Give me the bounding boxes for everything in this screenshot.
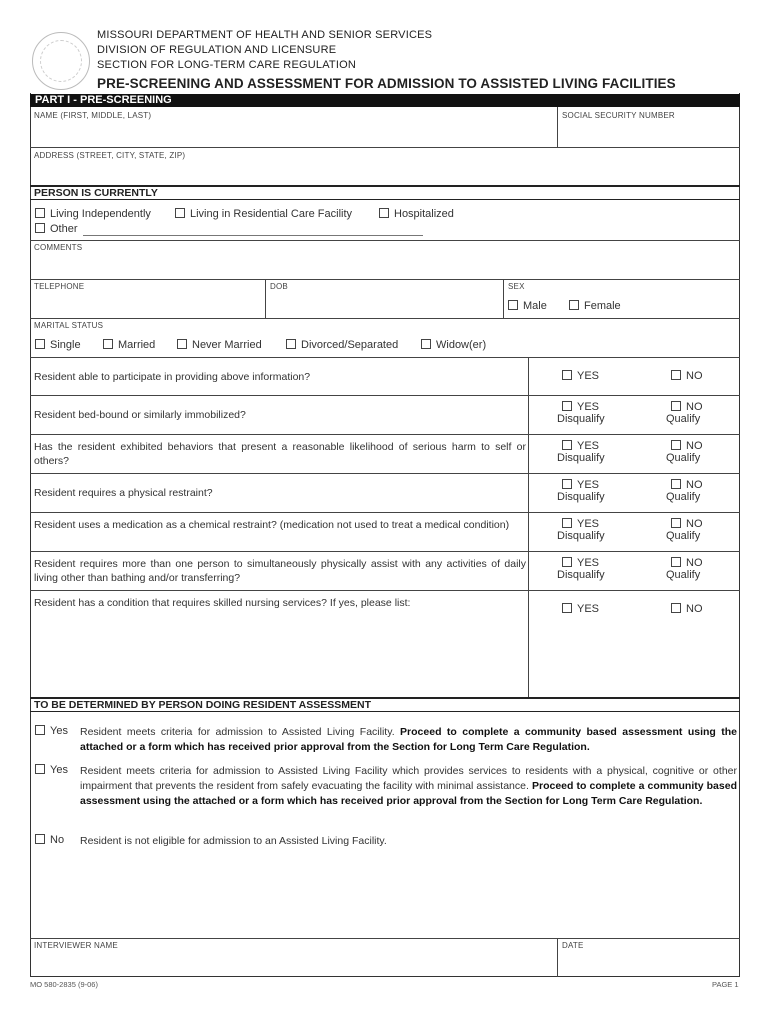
address-field[interactable] [34,160,734,184]
checkbox[interactable] [103,339,113,349]
checkbox[interactable] [35,834,45,844]
checkbox[interactable] [286,339,296,349]
agency-line-1: MISSOURI DEPARTMENT OF HEALTH AND SENIOR SERVICES [97,29,433,41]
determination-no[interactable]: No [35,834,64,846]
checkbox[interactable] [562,603,572,613]
q6-yes[interactable]: YES Disqualify [557,557,605,581]
marital-widow[interactable]: Widow(er) [421,339,486,351]
name-label: NAME (FIRST, MIDDLE, LAST) [34,111,152,120]
comments-field[interactable] [34,252,734,278]
part1-heading: PART I - PRE-SCREENING [30,94,740,107]
date-field[interactable] [560,952,736,974]
q1-no[interactable]: NO [671,370,703,382]
telephone-label: TELEPHONE [34,282,85,291]
agency-line-3: SECTION FOR LONG-TERM CARE REGULATION [97,59,356,71]
ssn-field[interactable] [560,120,736,145]
form-title: PRE-SCREENING AND ASSESSMENT FOR ADMISSION TO ASSISTED LIVING FACILITIES [97,76,676,91]
form-number: MO 580-2835 (9-06) [30,980,98,989]
option-residential-care[interactable]: Living in Residential Care Facility [175,208,352,220]
checkbox[interactable] [671,479,681,489]
marital-never-married[interactable]: Never Married [177,339,262,351]
checkbox[interactable] [177,339,187,349]
ssn-label: SOCIAL SECURITY NUMBER [562,111,675,120]
sex-label: SEX [508,282,525,291]
q3-no[interactable]: NO Qualify [666,440,703,464]
interviewer-label: INTERVIEWER NAME [34,941,118,950]
person-heading: PERSON IS CURRENTLY [30,185,740,200]
option-hospitalized[interactable]: Hospitalized [379,208,454,220]
sex-female[interactable]: Female [569,300,621,312]
determination-heading: TO BE DETERMINED BY PERSON DOING RESIDENT ASSESSMENT [30,697,740,712]
checkbox[interactable] [35,339,45,349]
question-5: Resident uses a medication as a chemical restraint? (medication not used to treat a medical condition) [34,519,510,531]
option-living-independently[interactable]: Living Independently [35,208,151,220]
marital-divorced[interactable]: Divorced/Separated [286,339,398,351]
checkbox[interactable] [562,557,572,567]
question-1: Resident able to participate in providing above information? [34,371,311,383]
q5-no[interactable]: NO Qualify [666,518,703,542]
checkbox[interactable] [175,208,185,218]
marital-label: MARITAL STATUS [34,321,104,330]
q3-yes[interactable]: YES Disqualify [557,440,605,464]
q7-no[interactable]: NO [671,603,703,615]
checkbox[interactable] [671,557,681,567]
question-4: Resident requires a physical restraint? [34,487,213,499]
state-seal-inner [40,40,82,82]
q1-yes[interactable]: YES [562,370,599,382]
q5-yes[interactable]: YES Disqualify [557,518,605,542]
q4-no[interactable]: NO Qualify [666,479,703,503]
checkbox[interactable] [671,370,681,380]
agency-line-2: DIVISION OF REGULATION AND LICENSURE [97,44,337,56]
name-field[interactable] [34,120,554,145]
other-field[interactable] [83,235,423,236]
comments-label: COMMENTS [34,243,83,252]
determination-text-3: Resident is not eligible for admission to an Assisted Living Facility. [80,835,387,847]
page-number: PAGE 1 [712,980,739,989]
marital-single[interactable]: Single [35,339,81,351]
skilled-nursing-list-field[interactable] [34,615,524,693]
checkbox[interactable] [562,401,572,411]
checkbox[interactable] [671,518,681,528]
checkbox[interactable] [671,603,681,613]
checkbox[interactable] [35,223,45,233]
checkbox[interactable] [421,339,431,349]
q6-no[interactable]: NO Qualify [666,557,703,581]
address-label: ADDRESS (STREET, CITY, STATE, ZIP) [34,151,186,160]
option-other[interactable]: Other [35,223,78,235]
checkbox[interactable] [35,764,45,774]
sex-male[interactable]: Male [508,300,547,312]
checkbox[interactable] [671,401,681,411]
q4-yes[interactable]: YES Disqualify [557,479,605,503]
determination-text-1: Resident meets criteria for admission to Assisted Living Facility. Proceed to complete a community based assessment using the attached or a form which has received prior approval from the Section for Long Term Care Regulation. [80,726,737,753]
question-2: Resident bed-bound or similarly immobilized? [34,409,246,421]
determination-text-2: Resident meets criteria for admission to Assisted Living Facility which provides services to residents with a physical, cognitive or other impairment that prevents the resident from safely evacuating the facility with minimal assistance. Proceed to complete a community based assessment using the attached or a form which has received prior approval from the Section for Long Term Care Regulation. [80,765,737,807]
date-label: DATE [562,941,584,950]
dob-label: DOB [270,282,288,291]
checkbox[interactable] [562,518,572,528]
checkbox[interactable] [671,440,681,450]
checkbox[interactable] [35,725,45,735]
checkbox[interactable] [508,300,518,310]
checkbox[interactable] [35,208,45,218]
checkbox[interactable] [569,300,579,310]
determination-yes-1[interactable]: Yes [35,725,68,737]
q2-no[interactable]: NO Qualify [666,401,703,425]
checkbox[interactable] [562,479,572,489]
question-3: Has the resident exhibited behaviors that present a reasonable likelihood of serious harm to self or others? [34,441,526,467]
interviewer-field[interactable] [34,952,554,974]
checkbox[interactable] [562,440,572,450]
q7-yes[interactable]: YES [562,603,599,615]
checkbox[interactable] [379,208,389,218]
checkbox[interactable] [562,370,572,380]
question-7: Resident has a condition that requires skilled nursing services? If yes, please list: [34,597,411,609]
determination-yes-2[interactable]: Yes [35,764,68,776]
q2-yes[interactable]: YES Disqualify [557,401,605,425]
question-6: Resident requires more than one person to simultaneously physically assist with any activities of daily living other than bathing and/or transferring? [34,558,526,584]
marital-married[interactable]: Married [103,339,155,351]
